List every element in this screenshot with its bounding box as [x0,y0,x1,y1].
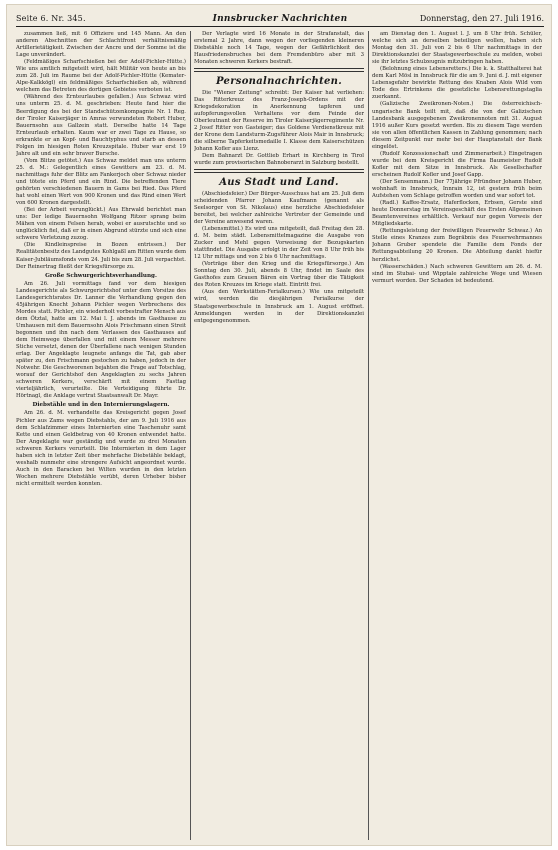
section-heading: Diebstähle und in den Internierungslagern. [32,402,170,409]
section-title: Aus Stadt und Land. [219,176,339,188]
article-paragraph: am Dienstag den 1. August l. J. um 8 Uhr früh. Schüler, welche sich an derselben beteiligen wollen, haben sich Montag den 31. Juli von 2 bis 6 Uhr nachmittags in der Direktionskanzlei der Staatsgewerbeschule zu melden, wobei sie ihr letztes Schulzeugnis mitzubringen haben. [372,31,542,66]
article-paragraph: (Galizische Zweikronen-Noten.) Die österreichisch-ungarische Bank teilt mit, daß die von der Galizischen Landesbank ausgegebenen Zweikronennoten mit 31. August 1916 außer Kurs gesetzt werden. Bis zu diesem Tage werden sie von allen öffentlichen Kassen in Zahlung genommen; nach diesem Zeitpunkt nur mehr bei der Hauptanstalt der Bank eingelöst. [372,101,542,150]
column-3 [372,31,542,840]
article-paragraph: (Feldmäßiges Scharfschießen bei der Adolf-Pichler-Hütte.) Wie uns amtlich mitgeteilt wird, hält Militär von heute an bis zum 28. Juli im Raume bei der Adolf-Pichler-Hütte (Kemater-Alpe-Kalkkögl) ein feldmäßiges Scharfschießen ab, während welchem das Betreten des dortigen Gebietes verboten ist. [16,59,186,94]
article-paragraph: (Aus den Werkstätten-Ferialkursen.) Wie uns mitgeteilt wird, werden die diesjährigen Ferialkurse der Staatsgewerbeschule in Innsbruck am 1. August eröffnet. Anmeldungen werden in der Direktionskanzlei entgegengenommen. [194,289,364,324]
article-paragraph: (Abschiedsfeier.) Der Bürger-Ausschuss hat am 25. Juli dem scheidenden Pfarrer Johann Kaufmann (genannt als Seelsorger von St. Nikolaus) eine herzliche Abschiedsfeier bereitet, bei welcher zahlreiche Vertreter der Gemeinde und der Vereine anwesend waren. [194,190,364,225]
section-title: Personalnachrichten. [216,75,342,87]
article-paragraph: (Bei der Arbeit verunglückt.) Aus Ehrwald berichtet man uns: Der ledige Bauernsohn Wolfgang Ritzer sprang beim Mähen von einem Felsen herab, wobei er ausrutschte und so unglücklich fiel, daß er in einen Abgrund stürzte und sich eine schwere Verletzung zuzog. [16,207,186,242]
issue-date: Donnerstag, den 27. Juli 1916. [419,14,544,23]
article-paragraph: (Rettungsleistung der freiwilligen Feuerwehr Schwaz.) An Stelle eines Kranzes zum Begräbnis des Feuerwehrmannes Johann Gruber spendete die Familie dem Fonds der Rettungsabteilung 20 Kronen. Die Abteilung dankt hiefür herzlichst. [372,228,542,263]
columns [16,31,544,840]
article-paragraph: (Der Sensenmann.) Der 77jährige Pfründner Johann Huber, wohnhaft in Innsbruck, Innrain 12, ist gestern früh beim Aufstehen vom Schlage getroffen worden und war sofort tot. [372,178,542,200]
article-paragraph: (Radl.) Kaffee-Ersatz, Haferflocken, Erbsen, Gerste sind heute Donnerstag im Vereinsgeschäft des Ersten Allgemeinen Beamtenvereines erhältlich. Verkauf nur gegen Vorweis der Mitgliedskarte. [372,200,542,228]
article-paragraph: (Die Kindleinspreise in Bozen entrissen.) Der Realitätenbesitz des Landgutes Kohlgaßl am Ritten wurde dem Kaiser-Jubiläumsfonds vom 24. Juli bis zum 28. Juli verpachtet. Der Reinertrag fließt der Kriegsfürsorge zu. [16,242,186,270]
divider [194,169,364,173]
page-number: Seite 6. Nr. 345. [16,14,86,23]
running-header [16,12,544,27]
article-paragraph: Die "Wiener Zeitung" schreibt: Der Kaiser hat verliehen: Das Ritterkreuz des Franz-Joseph-Ordens mit der Kriegsdekoration in Anerkennung tapferen und aufopferungsvollen Verhaltens vor dem Feinde der Oberleutnant der Reserve im Tiroler Kaiserjägerregimente Nr. 2 Josef Ritter von Gasteiger; das Goldene Verdienstkreuz mit der Krone dem Landsturm-Zugsführer Alois Mair in Innsbruck; die silberne Tapferkeitsmedaille I. Klasse dem Kaiserschützen Johann Kofler aus Lienz. [194,89,364,153]
newspaper-page [6,4,552,846]
article-paragraph: Der Verlagte wird 16 Monate in der Strafanstalt, das erstemal 2 Jahre, dann wegen der vorliegenden kleineren Diebstähle noch 14 Tage, wegen der Gefährlichkeit des Hausfriedensbruches bei dem Fremdenbüro aber mit 3 Monaten schweren Kerkers bestraft. [194,31,364,66]
article-paragraph: (Wasserschäden.) Nach schweren Gewittern am 26. d. M. sind im Stubai- und Wipptale zahlreiche Wege und Wiesen vermurt worden. Der Schaden ist bedeutend. [372,263,542,284]
column-2 [194,31,364,840]
article-paragraph: zusammen ließ, mit 6 Offiziere und 145 Mann. An den anderen Abschnitten der Schlachtfront verhältnismäßig Artillerietätigkeit. Zwischen der Ancre und der Somme ist die Lage unverändert. [16,31,186,59]
column-rule [368,31,369,840]
article-paragraph: (Belohnung eines Lebensretters.) Die k. k. Statthalterei hat dem Karl Mösl in Innsbruck für die am 9. Juni d. J. mit eigener Lebensgefahr bewirkte Rettung des Knaben Alois Wild vom Tode des Ertrinkens die gesetzliche Lebensrettungstaglia zuerkannt. [372,66,542,101]
article-paragraph: (Vorträge über den Krieg und die Kriegsfürsorge.) Am Sonntag den 30. Juli, abends 8 Uhr, findet im Saale des Gasthofes zum Grauen Bären ein Vortrag über die Tätigkeit des Roten Kreuzes im Kriege statt. Eintritt frei. [194,261,364,289]
article-paragraph: (Rudolf Konzessionschaft und Zimmerarbeit.) Eingetragen wurde bei dem Kreisgericht die Firma Baumeister Rudolf Kofler mit dem Sitze in Innsbruck. Als Gesellschafter erscheinen Rudolf Kofler und Josef Gapp. [372,150,542,178]
masthead-title: Innsbrucker Nachrichten [212,14,348,24]
article-paragraph: (Während des Ernteurlaubes gefallen.) Aus Schwaz wird uns unterm 25. d. M. geschrieben: Heute fand hier die Beerdigung des bei der Standschützenkompagnie Nr. 1 Reg. der Tiroler Kaiserjäger in Amras verwundeten Robert Huber, Bauernsohn aus Gallzein statt. Derselbe hatte 14 Tage Ernteurlaub erhalten. Kaum war er zwei Tage zu Hause, so erkrankte er an Kopf- und Bauchtyphus und starb an dessen Folgen im hiesigen Roten Kreuzspitale. Huber war erst 19 Jahre alt und ein sehr braver Bursche. [16,94,186,157]
column-1 [16,31,186,840]
article-paragraph: Am 26. Juli vormittags fand vor dem hiesigen Landesgerichte als Schwurgerichtshof unter dem Vorsitze des Landesgerichtsrates Dr. Lanner die Verhandlung gegen den 45jährigen Knecht Johann Pichler wegen Verbrechens des Mordes statt. Pichler, ein wiederholt vorbestrafter Mensch aus dem Ötztal, hatte am 12. Mai l. J. abends im Gasthause zu Umhausen mit dem Bauernsohn Alois Frischmann einen Streit begonnen und ihn nach dem Verlassen des Gasthauses auf dem Heimwege überfallen und mit einem Messer mehrere Stiche versetzt, denen der Überfallene nach wenigen Stunden erlag. Der Angeklagte leugnete anfangs die Tat, gab aber später zu, den Frischmann gestochen zu haben, jedoch in der Notwehr. Die Geschworenen bejahten die Frage auf Totschlag, worauf der Gerichtshof den Angeklagten zu sechs Jahren schweren Kerkers, verschärft mit einem Fasttag vierteljährlich, verurteilte. Die Verteidigung führte Dr. Hörtnagl, die Anklage vertrat Staatsanwalt Dr. Mayr. [16,280,186,400]
column-rule [190,31,191,840]
section-heading: Große Schwurgerichtsverhandlung. [45,272,157,279]
article-paragraph: (Lebensmittel.) Es wird uns mitgeteilt, daß Freitag den 28. d. M. beim städt. Lebensmittelmagazine die Ausgabe von Zucker und Mehl gegen Vorweisung der Bezugskarten stattfindet. Die Ausgabe erfolgt in der Zeit von 8 Uhr früh bis 12 Uhr mittags und von 2 bis 6 Uhr nachmittags. [194,225,364,261]
divider [194,68,364,72]
article-paragraph: Am 26. d. M. verhandelte das Kreisgericht gegen Josef Pichler aus Zams wegen Diebstahls, der am 9. Juli 1916 aus dem Schlafzimmer eines Internierten eine Taschenuhr samt Kette und einen Geldbetrag von 40 Kronen entwendet hatte. Der Angeklagte war geständig und wurde zu drei Monaten schweren Kerkers verurteilt. Die Internierten in dem Lager haben sich in letzter Zeit über mehrfache Diebstähle beklagt, weshalb nunmehr eine strengere Aufsicht angeordnet wurde. Auch in den Baracken bei Wilten wurden in den letzten Wochen mehrere Diebstähle verübt, deren Urheber bisher nicht ermittelt werden konnten. [16,410,186,487]
article-paragraph: Dem Bahnarzt Dr. Gottlieb Erhart in Kirchberg in Tirol wurde zum provisorischen Bahnoberarzt in Salzburg bestellt. [194,153,364,167]
article-paragraph: (Vom Blitze getötet.) Aus Schwaz meldet man uns unterm 25. d. M.: Gelegentlich eines Gewitters am 23. d. M. nachmittags fuhr der Blitz am Fankerjoch ober Schwaz nieder und tötete ein Pferd und ein Rind. Die betreffenden Tiere gehörten verschiedenen Bauern in Gams bei Ried. Das Pferd hat wohl einen Wert von 900 Kronen und das Rind einen Wert von 600 Kronen dargestellt. [16,157,186,207]
